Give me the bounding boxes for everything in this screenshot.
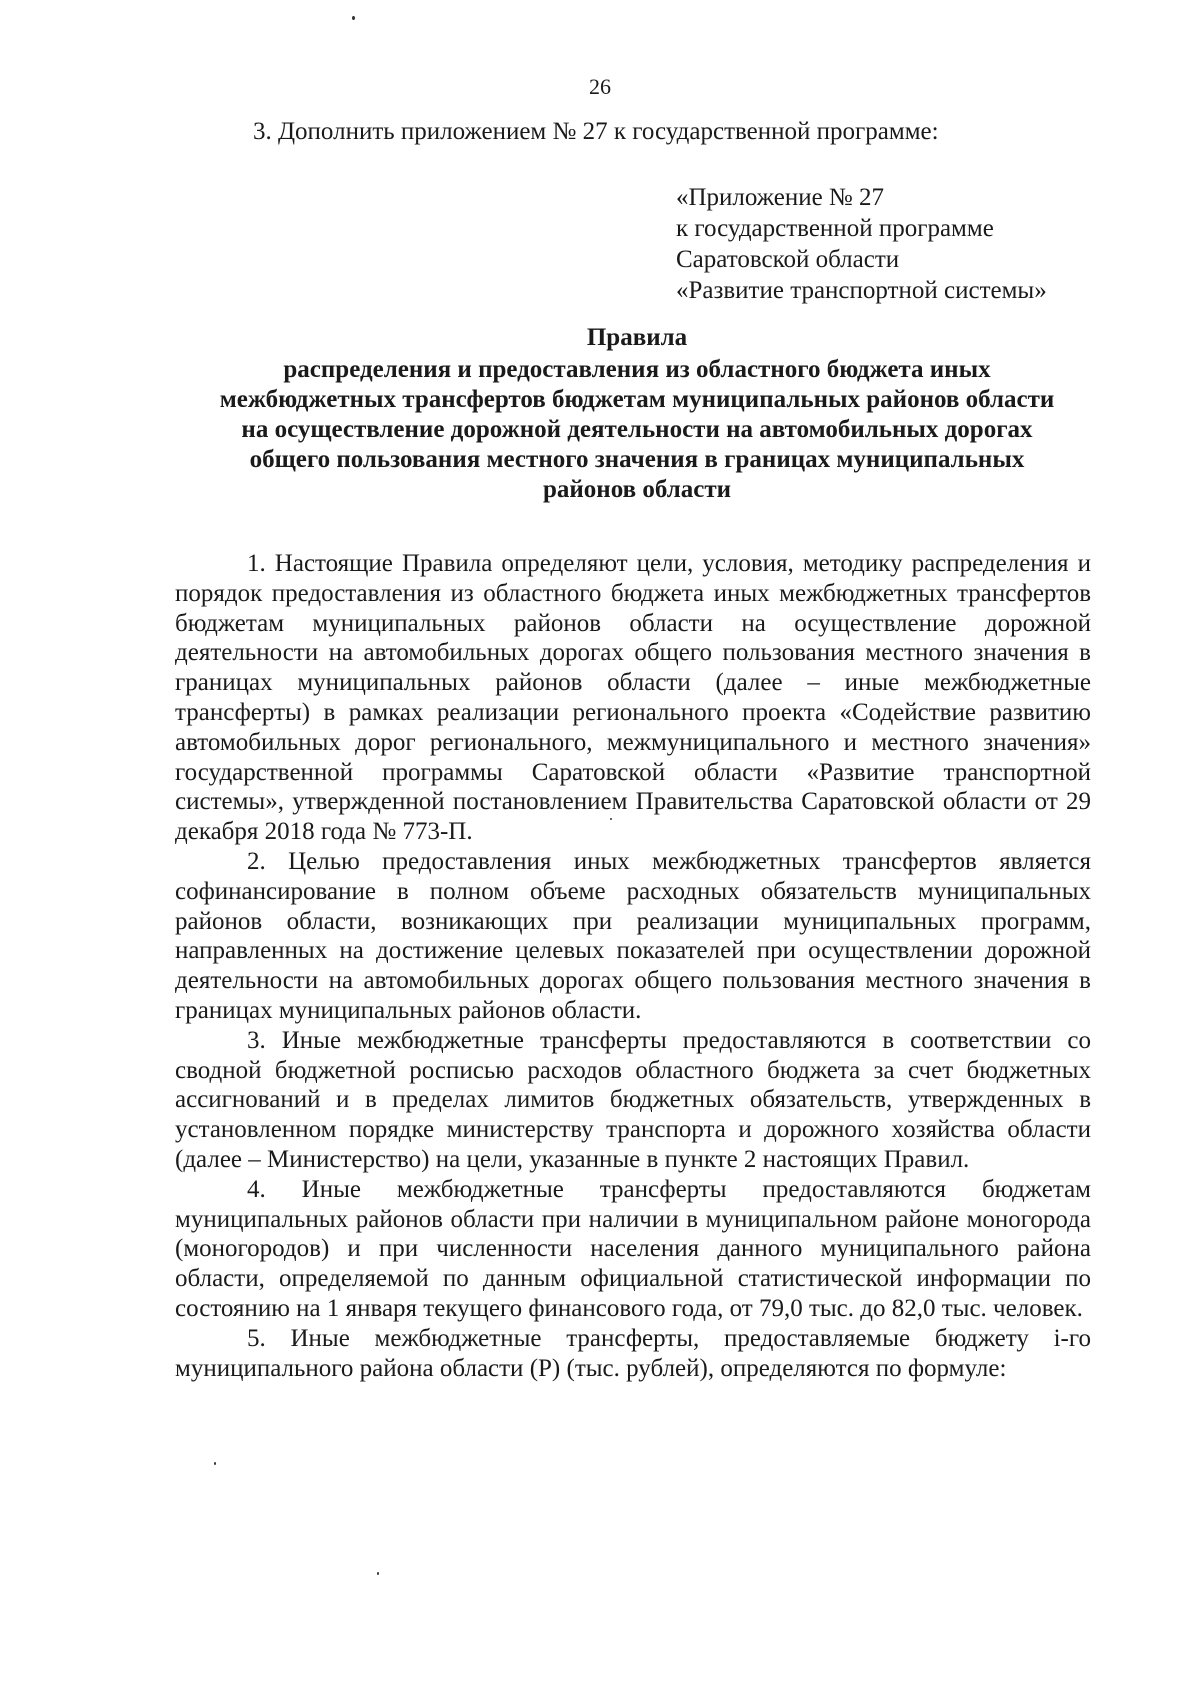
appendix-line: к государственной программе <box>676 215 994 242</box>
appendix-line: Саратовской области <box>676 246 900 273</box>
appendix-header <box>676 182 1047 306</box>
appendix-line: «Приложение № 27 <box>676 184 885 211</box>
title-line: районов области <box>542 476 732 503</box>
paragraph: 2. Целью предоставления иных межбюджетных трансфертов является софинансирование в полном объеме расходных обязательств муниципальных районов области, возникающих при реализации муниципальных программ, направленных на достижение целевых показателей при осуществлении дорожной деятельности на автомобильных дорогах общего пользования местного значения в границах муниципальных районов области. <box>175 847 1091 1024</box>
title-line: распределения и предоставления из областного бюджета иных <box>283 356 991 383</box>
page-number: 26 <box>589 74 611 99</box>
intro-line: 3. Дополнить приложением № 27 к государственной программе: <box>253 118 939 145</box>
paragraph: 1. Настоящие Правила определяют цели, условия, методику распределения и порядок предоставления из областного бюджета иных межбюджетных трансфертов бюджетам муниципальных районов области на осуществление дорожной деятельности на автомобильных дорогах общего пользования местного значения в границах муниципальных районов области (далее – иные межбюджетные трансферты) в рамках реализации регионального проекта «Содействие развитию автомобильных дорог регионального, межмуниципального и местного значения» государственной программы Саратовской области «Развитие транспортной системы», утвержденной постановлением Правительства Саратовской области от 29 декабря 2018 года № 773-П. <box>175 550 1091 846</box>
title-line: общего пользования местного значения в границах муниципальных <box>249 446 1025 473</box>
document-title <box>175 323 1099 505</box>
body-text <box>175 549 1091 1383</box>
title-line: межбюджетных трансфертов бюджетам муниципальных районов области <box>219 386 1055 413</box>
scan-speck <box>214 1462 216 1465</box>
title-line: на осуществление дорожной деятельности на автомобильных дорогах <box>241 416 1033 443</box>
scan-speck <box>352 16 355 20</box>
paragraph: 5. Иные межбюджетные трансферты, предоставляемые бюджету i-го муниципального района области (P) (тыс. рублей), определяются по формуле: <box>175 1324 1091 1382</box>
scan-speck <box>377 1572 379 1575</box>
paragraph: 3. Иные межбюджетные трансферты предоставляются в соответствии со сводной бюджетной росписью расходов областного бюджета за счет бюджетных ассигнований и в пределах лимитов бюджетных обязательств, утвержденных в установленном порядке министерству транспорта и дорожного хозяйства области (далее – Министерство) на цели, указанные в пункте 2 настоящих Правил. <box>175 1026 1091 1173</box>
appendix-line: «Развитие транспортной системы» <box>676 277 1047 304</box>
title-line: Правила <box>586 324 688 351</box>
paragraph: 4. Иные межбюджетные трансферты предоставляются бюджетам муниципальных районов области при наличии в муниципальном районе моногорода (моногородов) и при численности населения данного муниципального района области, определяемой по данным официальной статистической информации по состоянию на 1 января текущего финансового года, от 79,0 тыс. до 82,0 тыс. человек. <box>175 1175 1091 1322</box>
scan-speck <box>610 818 612 820</box>
